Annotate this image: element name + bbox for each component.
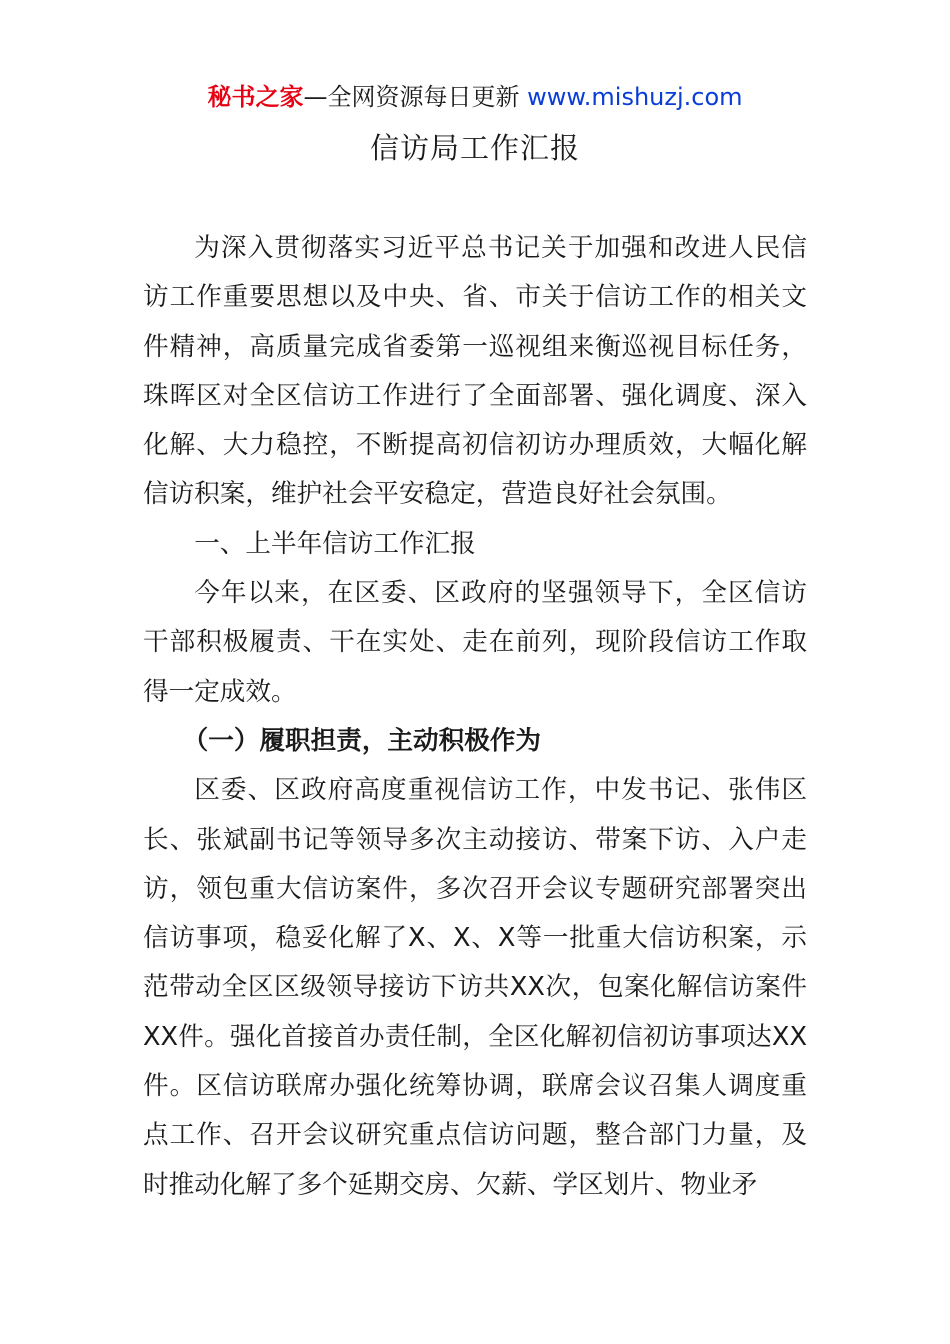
site-url-link[interactable]: www.mishuzj.com xyxy=(527,83,743,111)
subsection-heading: （一）履职担责，主动积极作为 xyxy=(182,725,541,756)
subsection-paragraph: 区委、区政府高度重视信访工作，中发书记、张伟区长、张斌副书记等领导多次主动接访、带案下访、入户走访，领包重大信访案件，多次召开会议专题研究部署突出信访事项，稳妥化解了X、X、X等一批重大信访积案，示范带动全区区级领导接访下访共XX次，包案化解信访案件XX件。强化首接首办责任制，全区化解初信初访事项达XX件。区信访联席办强化统筹协调，联席会议召集人调度重点工作、召开会议研究重点信访问题，整合部门力量，及时推动化解了多个延期交房、欠薪、学区划片、物业矛 xyxy=(143,775,807,1200)
document-title: 信访局工作汇报 xyxy=(369,131,580,165)
site-tagline: —全网资源每日更新 xyxy=(303,83,528,111)
intro-paragraph: 为深入贯彻落实习近平总书记关于加强和改进人民信访工作重要思想以及中央、省、市关于信访工作的相关文件精神，高质量完成省委第一巡视组来衡巡视目标任务，珠晖区对全区信访工作进行了全面部署、强化调度、深入化解、大力稳控，不断提高初信初访办理质效，大幅化解信访积案，维护社会平安稳定，营造良好社会氛围。 xyxy=(143,233,807,510)
site-header xyxy=(0,80,950,114)
site-name: 秘书之家 xyxy=(207,83,304,111)
document-body xyxy=(143,224,807,1210)
section-paragraph: 今年以来，在区委、区政府的坚强领导下，全区信访干部积极履责、干在实处、走在前列，现阶段信访工作取得一定成效。 xyxy=(143,578,807,707)
section-heading: 一、上半年信访工作汇报 xyxy=(194,528,476,559)
